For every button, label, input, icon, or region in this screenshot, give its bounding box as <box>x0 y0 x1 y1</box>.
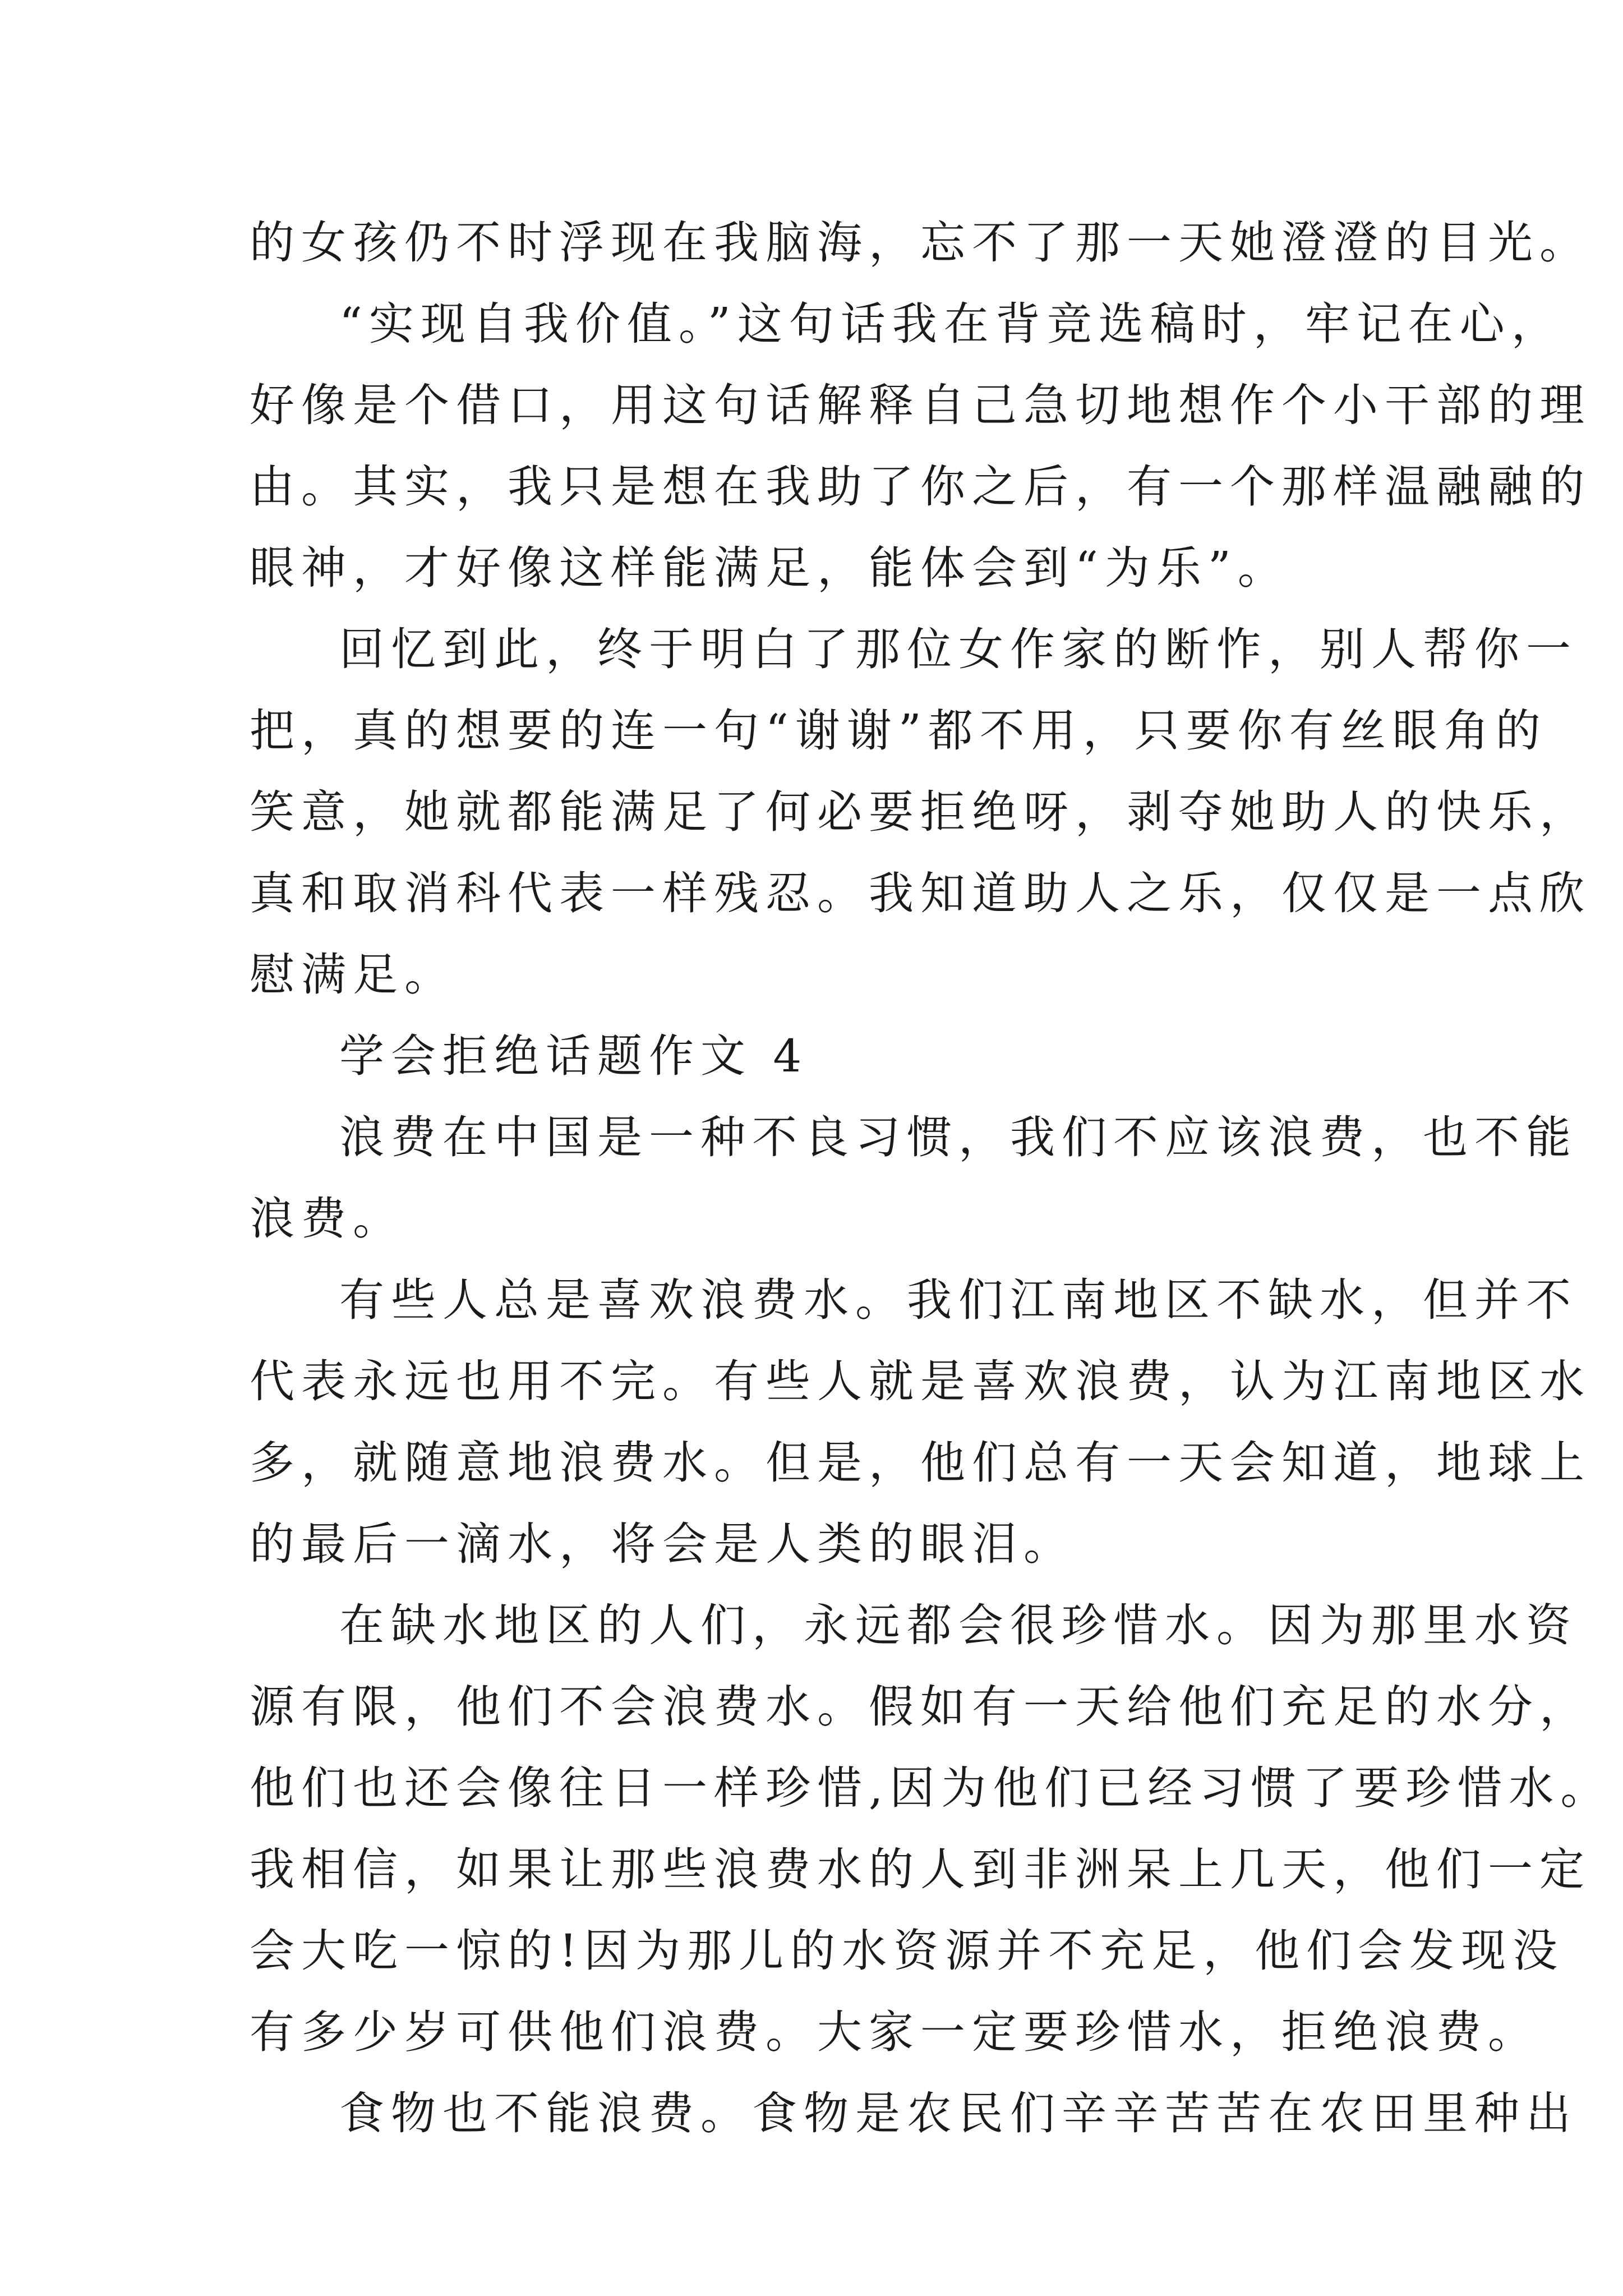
text-line-9: 真和取消科代表一样残忍。我知道助人之乐，仅仅是一点欣 <box>250 867 1591 919</box>
text-line-8: 笑意，她就都能满足了何必要拒绝呀，剥夺她助人的快乐， <box>250 786 1591 838</box>
text-line-1: 的女孩仍不时浮现在我脑海，忘不了那一天她澄澄的目光。 <box>250 217 1591 269</box>
text-line-15: 代表永远也用不完。有些人就是喜欢浪费，认为江南地区水 <box>250 1355 1591 1407</box>
section-heading: 学会拒绝话题作文 4 <box>339 1030 809 1082</box>
text-line-23: 有多少岁可供他们浪费。大家一定要珍惜水，拒绝浪费。 <box>250 2006 1539 2058</box>
text-line-20: 他们也还会像往日一样珍惜,因为他们已经习惯了要珍惜水。 <box>250 1762 1612 1814</box>
text-line-2: “实现自我价值。”这句话我在背竞选稿时，牢记在心， <box>339 298 1563 350</box>
text-line-14: 有些人总是喜欢浪费水。我们江南地区不缺水，但并不 <box>339 1274 1578 1326</box>
text-line-18: 在缺水地区的人们，永远都会很珍惜水。因为那里水资 <box>339 1599 1578 1651</box>
text-line-16: 多，就随意地浪费水。但是，他们总有一天会知道，地球上 <box>250 1437 1591 1489</box>
text-line-24: 食物也不能浪费。食物是农民们辛辛苦苦在农田里种出 <box>339 2087 1578 2139</box>
body-text <box>250 202 1612 2154</box>
text-line-13: 浪费。 <box>250 1193 404 1245</box>
text-line-6: 回忆到此，终于明白了那位女作家的断怍，别人帮你一 <box>339 623 1578 675</box>
text-line-10: 慰满足。 <box>250 949 456 1001</box>
text-line-5: 眼神，才好像这样能满足，能体会到“为乐”。 <box>250 542 1289 594</box>
text-line-19: 源有限，他们不会浪费水。假如有一天给他们充足的水分， <box>250 1681 1591 1733</box>
text-line-7: 把，真的想要的连一句“谢谢”都不用，只要你有丝眼角的 <box>250 705 1547 757</box>
text-line-4: 由。其实，我只是想在我助了你之后，有一个那样温融融的 <box>250 461 1591 513</box>
text-line-12: 浪费在中国是一种不良习惯，我们不应该浪费，也不能 <box>339 1111 1578 1163</box>
text-line-3: 好像是个借口，用这句话解释自己急切地想作个小干部的理 <box>250 379 1591 431</box>
text-line-17: 的最后一滴水，将会是人类的眼泪。 <box>250 1518 1075 1570</box>
text-line-21: 我相信，如果让那些浪费水的人到非洲呆上几天，他们一定 <box>250 1843 1591 1895</box>
text-line-22: 会大吃一惊的!因为那儿的水资源并不充足，他们会发现没 <box>250 1925 1565 1977</box>
